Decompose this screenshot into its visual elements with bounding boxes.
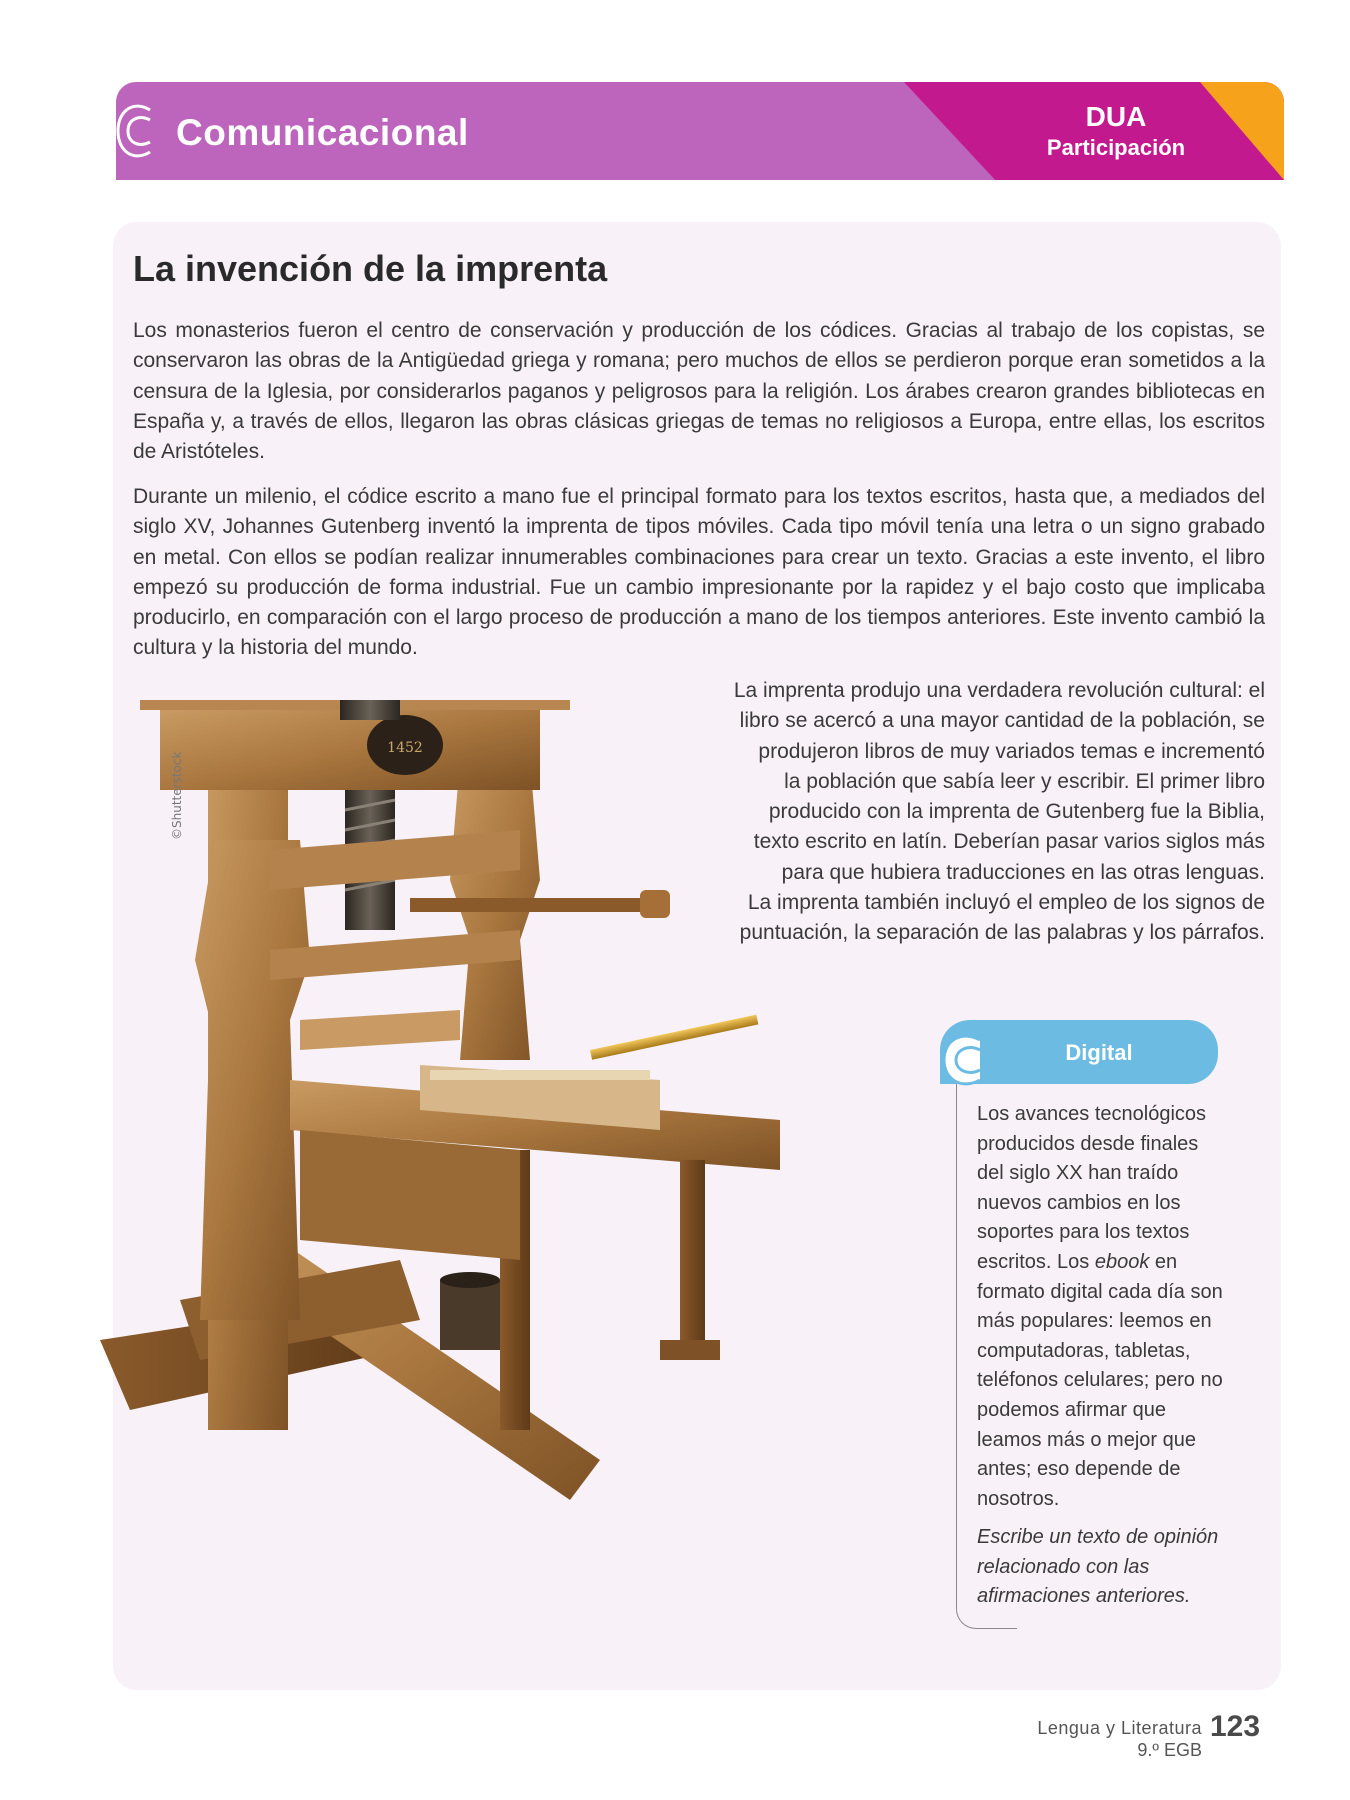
- page-number: 123: [1210, 1710, 1261, 1743]
- digital-label: Digital: [1065, 1040, 1133, 1065]
- section-title: Comunicacional: [176, 112, 469, 153]
- dua-badge: [1016, 102, 1216, 160]
- footer-grade: 9.º EGB: [1137, 1740, 1202, 1760]
- article-paragraph-3: [640, 676, 1265, 949]
- paragraph-3-line: producido con la imprenta de Gutenberg fue la Biblia,: [768, 800, 1265, 824]
- plaque-year: 1452: [387, 740, 423, 756]
- digital-body-start: Los avances tecnológicos producidos desde finales del siglo XX han traído nuevos cambios en los soportes para los textos escritos. Los: [977, 1103, 1207, 1273]
- image-credit: ©Shutterstock: [170, 751, 184, 840]
- article-heading: La invención de la imprenta: [133, 248, 608, 289]
- paragraph-3-line: la población que sabía leer y escribir. El primer libro: [784, 769, 1265, 793]
- paragraph-3-line: La imprenta produjo una verdadera revolución cultural: el: [733, 679, 1265, 702]
- article-paragraph-2: Durante un milenio, el códice escrito a mano fue el principal formato para los textos escritos, hasta que, a mediados del siglo XV, Johannes Gutenberg inventó la imprenta de tipos móviles. Cada tipo móvil tenía una letra o un signo grabado en metal. Con ellos se podían realizar innumerables combinaciones para crear un texto. Gracias a este invento, el libro empezó su producción de forma industrial. Fue un cambio impresionante por la rapidez y el bajo costo que implicaba producirlo, en comparación con el largo proceso de producción a mano de los tiempos anteriores. Este invento cambió la cultura y la historia del mundo.: [133, 485, 1265, 660]
- paragraph-3-line: libro se acercó a una mayor cantidad de la población, se: [739, 709, 1265, 733]
- paragraph-3-line: produjeron libros de muy variados temas e incrementó: [758, 739, 1265, 763]
- dua-subtitle: Participación: [1046, 134, 1186, 160]
- paragraph-3-line: La imprenta también incluyó el empleo de los signos de: [747, 891, 1265, 915]
- article-paragraph-1: Los monasterios fueron el centro de conservación y producción de los códices. Gracias al trabajo de los copistas, se conservaron las obras de la Antigüedad griega y romana; pero muchos de ellos se perdieron porque eran sometidos a la censura de la Iglesia, por considerarlos paganos y peligrosos para la religión. Los árabes crearon grandes bibliotecas en España y, a través de ellos, llegaron las obras clásicas griegas de temas no religiosos a Europa, entre ellas, los escritos de Aristóteles.: [133, 319, 1265, 464]
- digital-c-icon: [940, 1030, 986, 1090]
- section-header: [116, 82, 1284, 180]
- paragraph-3-line: texto escrito en latín. Deberían pasar varios siglos más: [753, 830, 1265, 854]
- paragraph-3-line: puntuación, la separación de las palabras y los párrafos.: [739, 921, 1265, 945]
- footer-subject: Lengua y Literatura: [1037, 1718, 1202, 1738]
- digital-task-text: Escribe un texto de opinión relacionado con las afirmaciones anteriores.: [977, 1526, 1219, 1608]
- comunicacional-c-icon: [116, 98, 156, 164]
- digital-body-end: en formato digital cada día son más populares: leemos en computadoras, tabletas, teléfonos celulares; pero no podemos afirmar que leamos más o mejor que antes; eso depende de nosotros.: [977, 1250, 1223, 1510]
- dua-label: DUA: [1085, 101, 1147, 132]
- digital-body-text: [977, 1100, 1227, 1514]
- digital-body-ebook: ebook: [1094, 1250, 1150, 1273]
- paragraph-3-line: para que hubiera traducciones en las otras lenguas.: [781, 860, 1265, 884]
